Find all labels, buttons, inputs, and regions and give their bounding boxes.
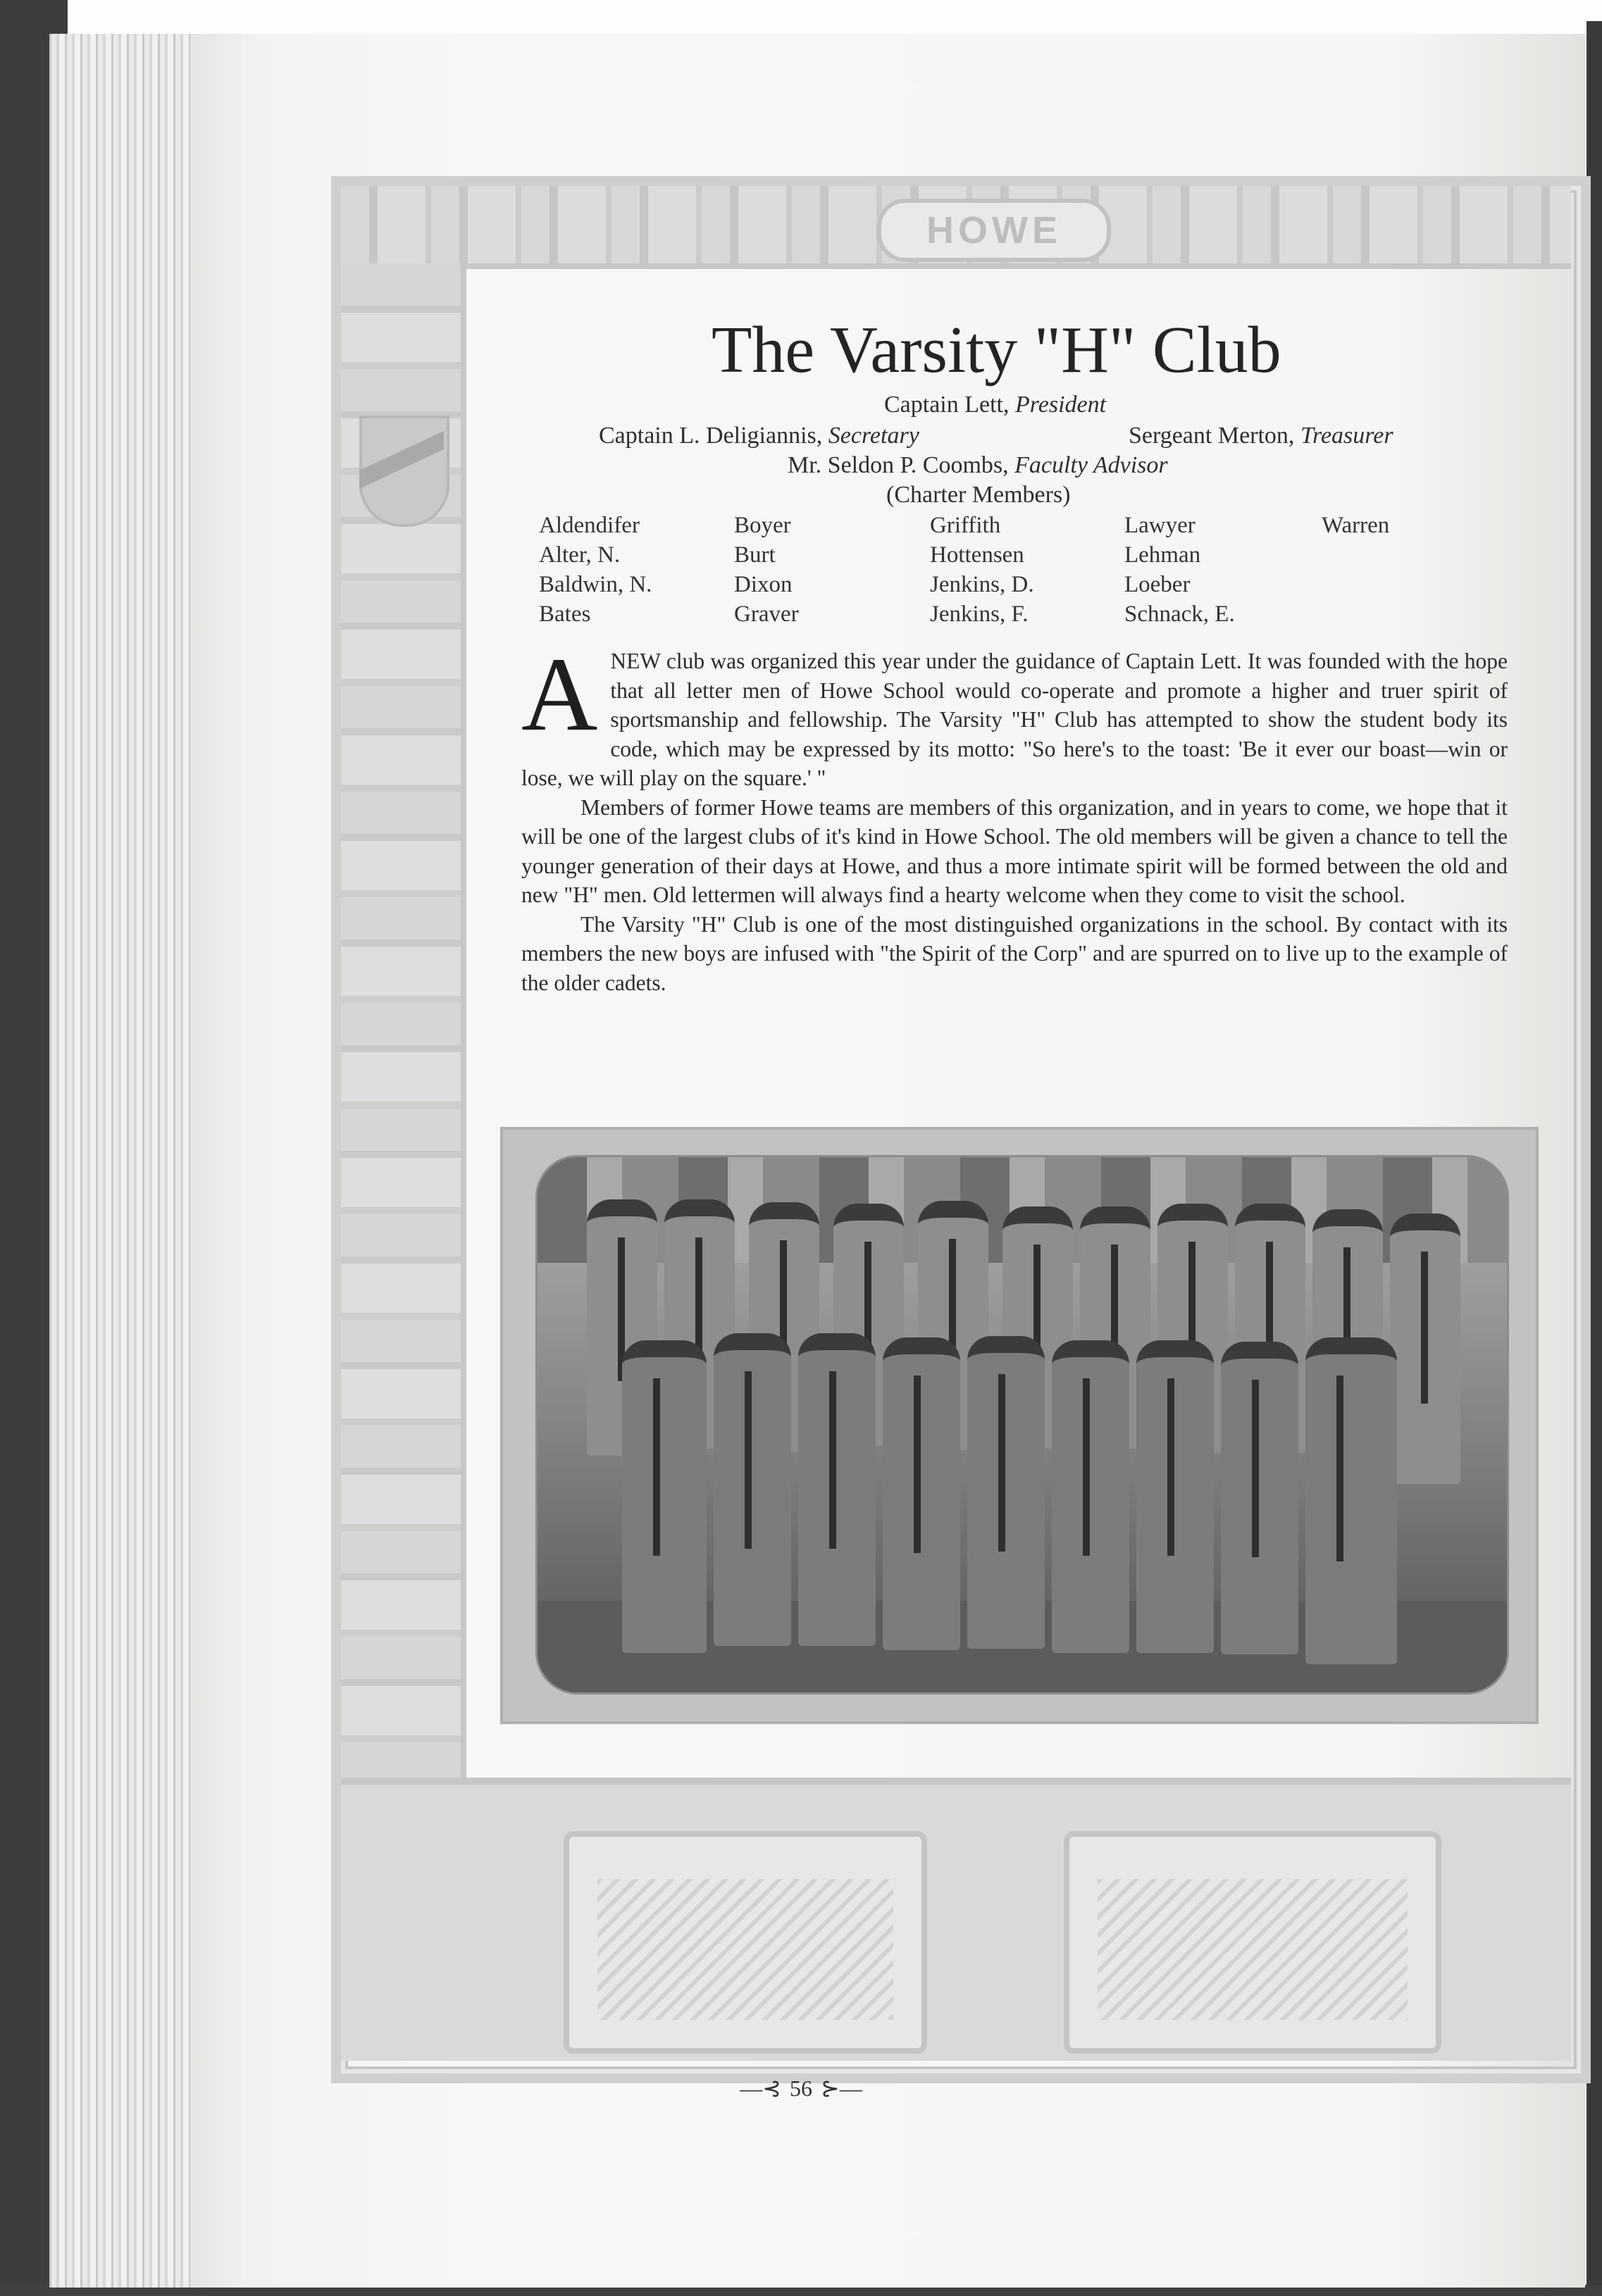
- member-name: Lehman: [1124, 542, 1201, 568]
- member-name: Aldendifer: [539, 513, 640, 538]
- member-name: Lawyer: [1124, 513, 1196, 538]
- charter-members-label: (Charter Members): [886, 482, 1071, 508]
- member-name: Graver: [734, 601, 799, 627]
- cadet-figure: [1221, 1342, 1298, 1654]
- secretary-role: Secretary: [828, 423, 919, 449]
- scroll-panel-cannon: [564, 1831, 927, 2054]
- cadet-figure: [714, 1333, 791, 1646]
- paragraph-1-text: NEW club was organized this year under the guidance of Captain Lett. It was founded with the hope that all letter men of Howe School would co-operate and promote a higher and truer spirit of sportsmanship and fellowship. The Varsity "H" Club has attempted to show the student body its code, which may be expressed by its motto: "So here's to the toast: 'Be it ever our boast—win or lose, we will play on the square.' ": [521, 649, 1508, 790]
- member-name: Loeber: [1124, 572, 1191, 597]
- member-name: Jenkins, D.: [930, 572, 1034, 597]
- secretary-line: [599, 423, 919, 449]
- cover-top-edge: [0, 0, 1602, 34]
- page-ornament-right: ⊱—: [821, 2076, 862, 2101]
- member-name: Hottensen: [930, 542, 1024, 568]
- drop-cap: A: [521, 636, 598, 753]
- page-title: The Varsity "H" Club: [712, 313, 1281, 387]
- page-number-value: 56: [790, 2076, 812, 2101]
- advisor-name: Mr. Seldon P. Coombs,: [788, 452, 1009, 478]
- member-name: Boyer: [734, 513, 791, 538]
- president-name: Captain Lett,: [884, 392, 1010, 418]
- member-name: Warren: [1322, 513, 1390, 538]
- cadet-figure: [622, 1340, 707, 1653]
- treasurer-name: Sergeant Merton,: [1129, 423, 1295, 449]
- cadet-figure: [1305, 1337, 1397, 1664]
- member-name: Burt: [734, 542, 776, 568]
- paragraph-1: [521, 636, 1508, 793]
- treasurer-line: [1129, 423, 1393, 449]
- cadet-figure: [967, 1336, 1045, 1649]
- cadet-figure: [798, 1333, 876, 1646]
- advisor-role: Faculty Advisor: [1014, 452, 1168, 478]
- secretary-name: Captain L. Deligiannis,: [599, 423, 823, 449]
- treasurer-role: Treasurer: [1300, 423, 1393, 449]
- president-role: President: [1015, 392, 1107, 418]
- cadet-figure: [1390, 1213, 1460, 1484]
- club-group-photo: [535, 1155, 1509, 1695]
- page-edges-stack: [49, 34, 192, 2288]
- advisor-line: [788, 452, 1168, 479]
- paragraph-2: Members of former Howe teams are members of this organization, and in years to come, we hope that it will be one of the largest clubs of it's kind in Howe School. The old members will be given a chance to tell the younger generation of their days at Howe, and thus a more intimate spirit will be formed between the old and new "H" men. Old lettermen will always find a hearty welcome when they come to visit the school.: [521, 794, 1508, 907]
- member-name: Bates: [539, 601, 591, 627]
- article-body: [521, 636, 1508, 997]
- president-line: [884, 392, 1106, 418]
- member-name: Schnack, E.: [1124, 601, 1235, 627]
- cadet-figure: [1052, 1340, 1129, 1653]
- page-ornament-left: —⊰: [740, 2076, 781, 2101]
- member-name: Baldwin, N.: [539, 572, 652, 597]
- member-name: Dixon: [734, 572, 793, 597]
- paragraph-3: The Varsity "H" Club is one of the most distinguished organizations in the school. By contact with its members the new boys are infused with "the Spirit of the Corp" and are spurred on to live up to the example of the older cadets.: [521, 911, 1508, 995]
- scroll-panel-building: [1064, 1831, 1441, 2054]
- member-name: Griffith: [930, 513, 1001, 538]
- member-name: Jenkins, F.: [930, 601, 1029, 627]
- cadet-figure: [1136, 1340, 1214, 1653]
- cadet-figure: [883, 1337, 960, 1650]
- member-name: Alter, N.: [539, 542, 621, 568]
- page-number: [0, 2075, 1602, 2102]
- howe-header-plaque: HOWE: [877, 199, 1111, 262]
